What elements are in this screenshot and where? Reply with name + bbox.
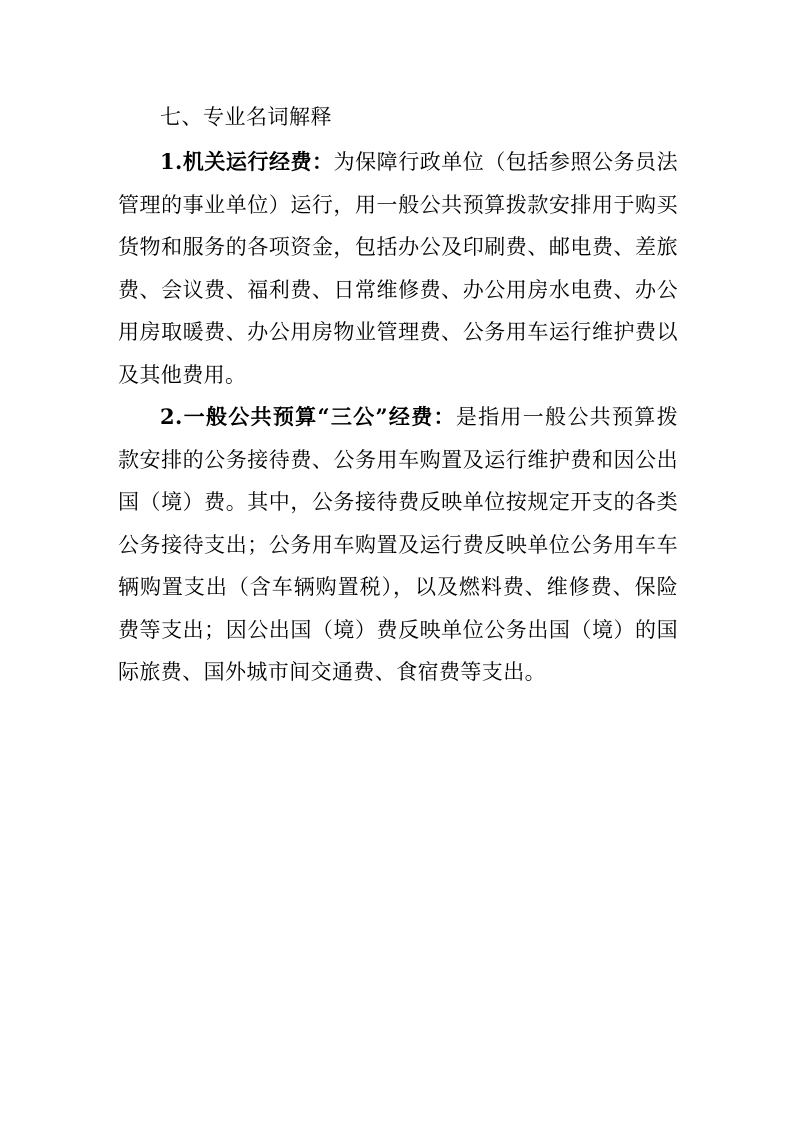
definition-paragraph-2 xyxy=(118,396,678,694)
definition-body-2: 是指用一般公共预算拨款安排的公务接待费、公务用车购置及运行维护费和因公出国（境）费。其中，公务接待费反映单位按规定开支的各类公务接待支出；公务用车购置及运行费反映单位公务用车车辆购置支出（含车辆购置税），以及燃料费、维修费、保险费等支出；因公出国（境）费反映单位公务出国（境）的国际旅费、国外城市间交通费、食宿费等支出。 xyxy=(118,405,678,684)
section-heading: 七、专业名词解释 xyxy=(160,105,332,129)
page-content xyxy=(118,98,678,694)
definition-term-1: 1.机关运行经费： xyxy=(160,149,334,174)
definition-paragraph-1 xyxy=(118,141,678,396)
definition-term-2: 2.一般公共预算“三公”经费： xyxy=(160,404,456,429)
definition-body-1: 为保障行政单位（包括参照公务员法管理的事业单位）运行，用一般公共预算拨款安排用于购买货物和服务的各项资金，包括办公及印刷费、邮电费、差旅费、会议费、福利费、日常维修费、办公用房水电费、办公用房取暖费、办公用房物业管理费、公务用车运行维护费以及其他费用。 xyxy=(118,150,678,387)
